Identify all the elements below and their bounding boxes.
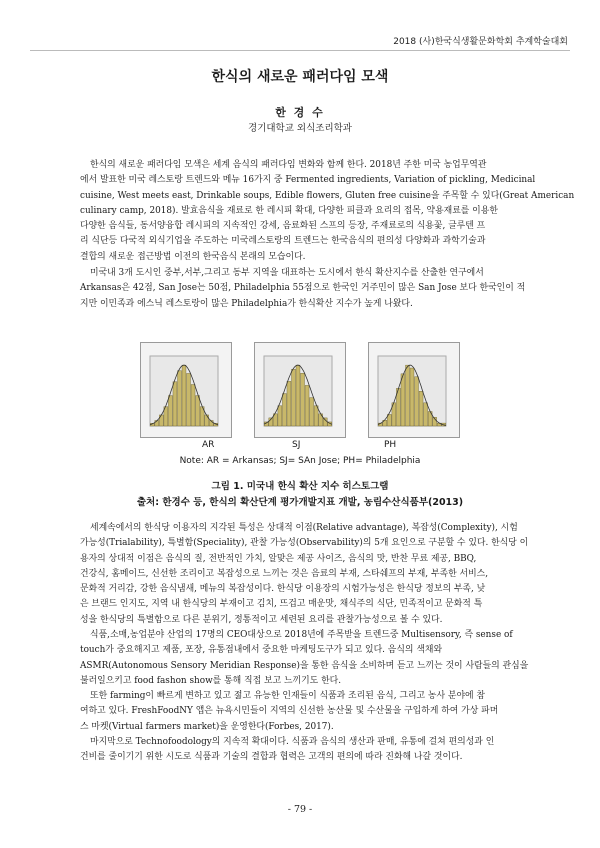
text-line: 결합의 새로운 접근방법 이전의 한국음식 본래의 모습이다. — [80, 251, 306, 262]
histogram-bar — [278, 406, 282, 426]
panel-label-sj: SJ — [292, 440, 301, 450]
histogram-bar — [196, 396, 200, 426]
histogram-bar — [287, 381, 291, 426]
histogram-bar — [323, 418, 327, 426]
text-line: 여하고 있다. FreshFoodNY 앱은 뉴욕시민들이 지역의 신선한 농산물 및 수산물을 구입하게 하여 가상 파머 — [80, 706, 499, 717]
text-line: Arkansas은 42점, San Jose는 50점, Philadelphia 55점으로 한국인 거주민이 많은 San Jose 보다 한국인이 적 — [80, 283, 526, 294]
histogram-panel-ar — [140, 342, 232, 438]
histogram-bar — [410, 368, 414, 426]
text-line: 또한 farming이 빠르게 변하고 있고 젊고 유능한 인재들이 식품과 조리된 음식, 그리고 농사 분야에 참 — [90, 691, 485, 701]
paragraph-4 — [80, 628, 529, 689]
text-line: 지만 이민족과 에스닉 레스토랑이 많은 Philadelphia가 한식확산 지수가 높게 나왔다. — [80, 298, 413, 309]
text-line: 식품,소매,농업분야 산업의 17명의 CEO대상으로 2018년에 주목받을 트렌드중 Multisensory, 즉 sense of — [90, 630, 513, 640]
histogram-figure — [140, 342, 460, 447]
paper-title: 한식의 새로운 패러다임 모색 — [211, 69, 389, 85]
author-name: 한 경 수 — [275, 106, 325, 119]
histogram-bar — [314, 406, 318, 426]
text-line: cuisine, West meets east, Drinkable soups, Edible flowers, Gluten free cuisine을 주목할 수 있다(Great American — [80, 190, 575, 201]
text-line: ASMR(Autonomous Sensory Meridian Response)을 통한 음식을 소비하며 듣고 느끼는 것이 사람들의 관심을 — [80, 660, 529, 671]
author-affiliation: 경기대학교 외식조리학과 — [248, 123, 352, 134]
paragraph-3 — [80, 521, 529, 628]
histogram-bar — [187, 373, 191, 426]
histogram-bar — [205, 415, 209, 426]
histogram-bar — [182, 365, 186, 426]
histogram-bar — [191, 384, 195, 426]
text-line: 스 마켓(Virtual farmers market)을 운영한다(Forbes, 2017). — [80, 721, 334, 732]
histogram-sj — [254, 342, 346, 438]
text-line: 리 식단등 다국적 외식기업을 주도하는 미국레스토랑의 트렌드는 한국음식의 편의성 다양화과 과학기술과 — [80, 236, 486, 247]
text-line: 용자의 상대적 이점은 음식의 질, 전반적인 가치, 알맞은 제공 사이즈, 음식의 맛, 반찬 무료 제공, BBQ, — [80, 553, 477, 564]
text-line: 건강식, 홈메이드, 신선한 조리이고 복잡성으로 느끼는 것은 음료의 부재, 스타쉐프의 부재, 부족한 서비스, — [80, 568, 489, 579]
histogram-panel-ph — [368, 342, 460, 438]
figure-source: 출처: 한경수 등, 한식의 확산단계 평가개발지표 개발, 농림수산식품부(2013) — [136, 497, 464, 508]
text-line: 은 브랜드 인지도, 지역 내 한식당의 부재이고 김치, 뜨겁고 매운맛, 채식주의 식단, 민족적이고 문화적 특 — [80, 599, 483, 610]
histogram-bar — [292, 369, 296, 426]
text-line: 문화적 거리감, 강한 음식냄새, 메뉴의 복잡성이다. 한식당 이용장의 시험가능성은 한식당 정보의 부족, 낮 — [80, 584, 486, 595]
histogram-bar — [310, 398, 314, 426]
text-line: 미국내 3개 도시인 중부,서부,그리고 동부 지역을 대표하는 도시에서 한식 확산지수를 산출한 연구에서 — [90, 268, 484, 278]
histogram-bar — [173, 382, 177, 426]
histogram-bar — [296, 365, 300, 426]
page-number: - 79 - — [287, 804, 313, 815]
text-line: 가능성(Trialability), 특별함(Speciality), 관찰 가능성(Observability)의 5개 요인으로 구분할 수 있다. 한식당 이 — [80, 538, 529, 549]
histogram-bar — [415, 377, 419, 426]
paragraph-6 — [80, 735, 524, 766]
histogram-bar — [401, 374, 405, 426]
text-line: 세계속에서의 한식당 이용자의 지각된 특성은 상대적 이점(Relative advantage), 복잡성(Complexity), 시험 — [90, 523, 518, 533]
histogram-bar — [424, 403, 428, 426]
panel-label-ar: AR — [202, 440, 215, 450]
paragraph-2 — [80, 266, 524, 312]
paragraph-5 — [80, 689, 524, 735]
histogram-bar — [419, 391, 423, 426]
histogram-bar — [168, 396, 172, 426]
histogram-bar — [301, 373, 305, 426]
text-line: touch가 중요해지고 제품, 포장, 유통점내에서 중요한 마케팅도구가 되고 있다. 음식의 색채와 — [80, 645, 443, 656]
figure-note: Note: AR = Arkansas; SJ= SAn Jose; PH= Philadelphia — [179, 456, 421, 466]
text-line: 건비를 줄이기기 위한 시도로 식품과 기술의 결합과 협력은 고객의 편의에 따라 진화해 나갈 것이다. — [80, 752, 463, 763]
histogram-bar — [178, 371, 182, 426]
text-line: 다양한 음식들, 동서양융합 레시피의 지속적인 강세, 음료화된 스프의 등장, 주재료로의 식용꽃, 글루텐 프 — [80, 221, 486, 232]
histogram-bar — [305, 385, 309, 426]
histogram-ph — [368, 342, 460, 438]
panel-label-ph: PH — [384, 440, 397, 450]
histogram-ar — [140, 342, 232, 438]
text-line: culinary camp, 2018). 발효음식을 재료로 한 레시피 확대, 다양한 피클과 요리의 접목, 약용재료를 이용한 — [80, 205, 498, 216]
histogram-bar — [282, 394, 286, 426]
text-line: 에서 발표한 미국 레스토랑 트렌드와 메뉴 16가지 중 Fermented ingredients, Variation of pickling, Medicinal — [80, 175, 536, 186]
conference-header: 2018 (사)한국식생활문화학회 추계학술대회 — [393, 37, 568, 47]
figure-title: 그림 1. 미국내 한식 확산 지수 히스토그램 — [211, 481, 389, 492]
text-line: 성을 한식당의 특별함으로 다른 분위기, 정통적이고 세련된 요리를 관찰가능성으로 볼 수 있다. — [80, 614, 443, 625]
text-line: 마지막으로 Technofoodology의 지속적 확대이다. 식품과 음식의 생산과 판매, 유통에 걸쳐 편의성과 인 — [90, 737, 495, 747]
histogram-bar — [406, 365, 410, 426]
histogram-panel-sj — [254, 342, 346, 438]
text-line: 불러일으키고 food fashon show를 통해 직접 보고 느끼기도 한다. — [80, 675, 342, 686]
text-line: 한식의 새로운 패러다임 모색은 세계 음식의 패러다임 변화와 함께 한다. 2018년 주한 미국 농업무역관 — [90, 160, 487, 170]
header-rule — [30, 50, 570, 51]
paragraph-1 — [80, 158, 575, 265]
